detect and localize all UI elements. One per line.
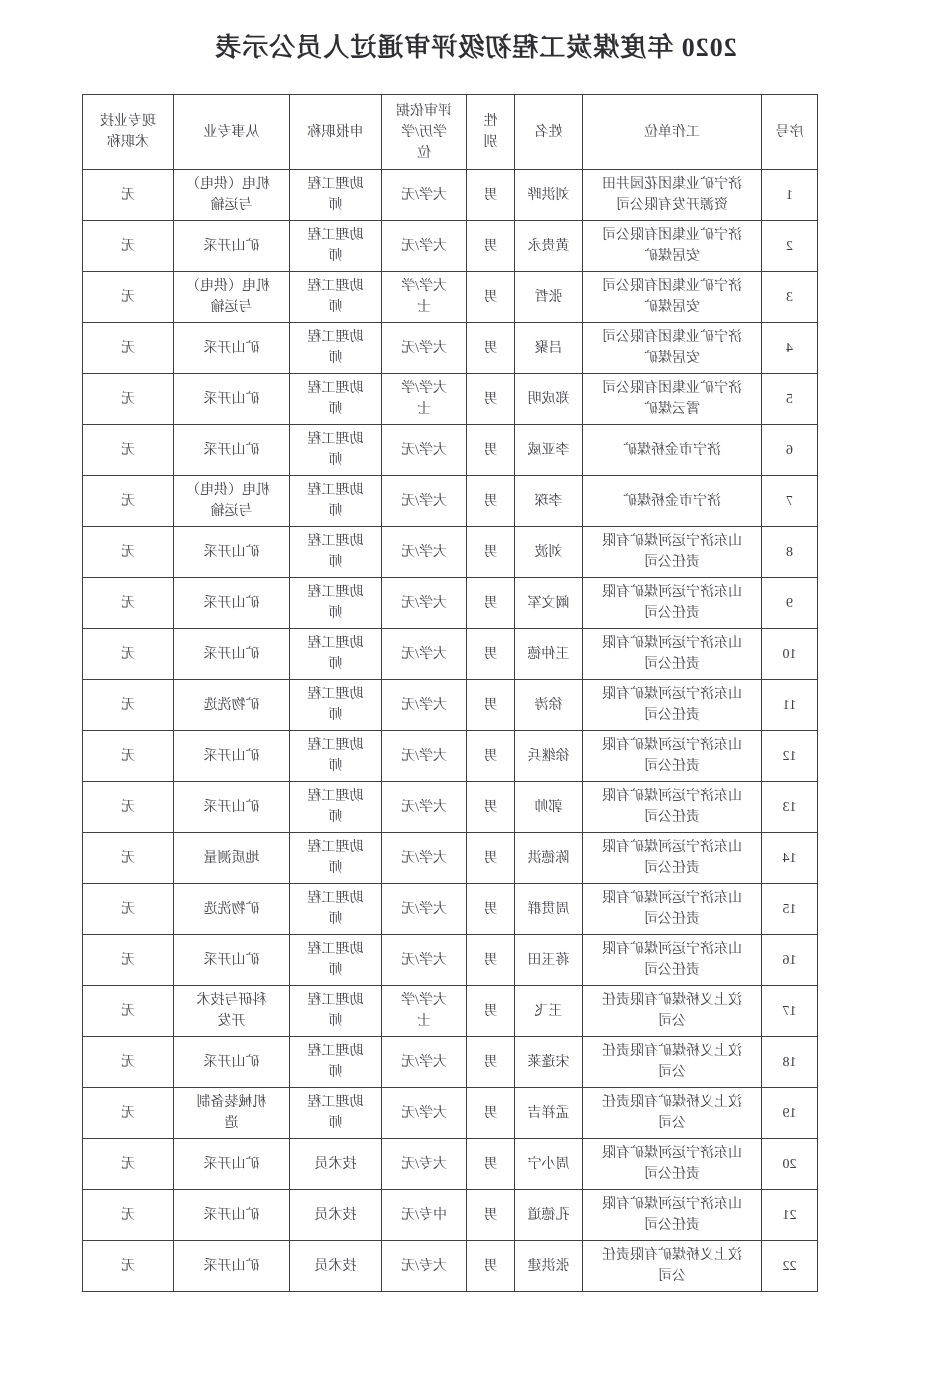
cell-current: 无 [83, 935, 174, 986]
column-header-unit: 工作单位 [583, 95, 762, 170]
cell-name: 黄贵永 [515, 221, 583, 272]
cell-name: 周小宁 [515, 1139, 583, 1190]
cell-gender: 男 [467, 374, 515, 425]
column-header-no: 序号 [762, 95, 818, 170]
cell-no: 21 [762, 1190, 818, 1241]
cell-name: 李亚威 [515, 425, 583, 476]
cell-no: 9 [762, 578, 818, 629]
cell-title: 助理工程师 [290, 1088, 382, 1139]
cell-no: 12 [762, 731, 818, 782]
cell-degree: 大学/无 [382, 884, 467, 935]
cell-degree: 大学/无 [382, 782, 467, 833]
cell-name: 宋蓬莱 [515, 1037, 583, 1088]
table-row [83, 629, 818, 680]
cell-degree: 大专/无 [382, 1241, 467, 1292]
table-row [83, 221, 818, 272]
cell-current: 无 [83, 170, 174, 221]
column-header-gender: 性别 [467, 95, 515, 170]
table-row [83, 527, 818, 578]
cell-gender: 男 [467, 476, 515, 527]
cell-gender: 男 [467, 782, 515, 833]
cell-current: 无 [83, 986, 174, 1037]
page-title: 2020 年度煤炭工程初级评审通过人员公示表 [214, 33, 737, 62]
cell-current: 无 [83, 833, 174, 884]
table-header-row [83, 95, 818, 170]
cell-title: 助理工程师 [290, 272, 382, 323]
cell-current: 无 [83, 1241, 174, 1292]
cell-name: 张洪建 [515, 1241, 583, 1292]
cell-unit: 济宁矿业集团有限公司安居煤矿 [583, 272, 762, 323]
cell-gender: 男 [467, 731, 515, 782]
cell-gender: 男 [467, 578, 515, 629]
cell-current: 无 [83, 272, 174, 323]
table-row [83, 782, 818, 833]
cell-gender: 男 [467, 527, 515, 578]
cell-current: 无 [83, 1088, 174, 1139]
cell-unit: 山东济宁运河煤矿有限责任公司 [583, 833, 762, 884]
document-page [0, 27, 951, 1377]
cell-name: 郭帅 [515, 782, 583, 833]
cell-major: 矿山开采 [174, 731, 290, 782]
cell-major: 矿山开采 [174, 374, 290, 425]
cell-title: 助理工程师 [290, 578, 382, 629]
table-row [83, 1190, 818, 1241]
cell-major: 矿山开采 [174, 1190, 290, 1241]
cell-name: 刘洪晔 [515, 170, 583, 221]
cell-current: 无 [83, 527, 174, 578]
cell-name: 陈德洪 [515, 833, 583, 884]
table-body [83, 170, 818, 1292]
cell-major: 科研与技术开发 [174, 986, 290, 1037]
cell-gender: 男 [467, 884, 515, 935]
cell-current: 无 [83, 782, 174, 833]
cell-unit: 山东济宁运河煤矿有限责任公司 [583, 629, 762, 680]
cell-major: 矿山开采 [174, 782, 290, 833]
cell-degree: 大学/学士 [382, 374, 467, 425]
cell-name: 孔德道 [515, 1190, 583, 1241]
cell-unit: 山东济宁运河煤矿有限责任公司 [583, 935, 762, 986]
cell-unit: 济宁矿业集团花园井田资源开发有限公司 [583, 170, 762, 221]
column-header-degree: 评审依据学历/学位 [382, 95, 467, 170]
cell-unit: 山东济宁运河煤矿有限责任公司 [583, 1139, 762, 1190]
cell-gender: 男 [467, 629, 515, 680]
cell-current: 无 [83, 476, 174, 527]
cell-current: 无 [83, 1037, 174, 1088]
cell-name: 王仲德 [515, 629, 583, 680]
cell-major: 矿山开采 [174, 221, 290, 272]
cell-gender: 男 [467, 1037, 515, 1088]
cell-current: 无 [83, 578, 174, 629]
cell-major: 机械装备制造 [174, 1088, 290, 1139]
cell-major: 矿山开采 [174, 425, 290, 476]
cell-no: 10 [762, 629, 818, 680]
cell-title: 助理工程师 [290, 374, 382, 425]
cell-no: 1 [762, 170, 818, 221]
cell-current: 无 [83, 731, 174, 782]
roster-table [82, 94, 818, 1292]
cell-major: 矿山开采 [174, 1139, 290, 1190]
table-row [83, 425, 818, 476]
cell-no: 15 [762, 884, 818, 935]
cell-name: 郑成明 [515, 374, 583, 425]
table-row [83, 935, 818, 986]
table-row [83, 476, 818, 527]
table-row [83, 1241, 818, 1292]
cell-title: 助理工程师 [290, 221, 382, 272]
cell-no: 18 [762, 1037, 818, 1088]
cell-title: 助理工程师 [290, 884, 382, 935]
cell-unit: 山东济宁运河煤矿有限责任公司 [583, 578, 762, 629]
cell-no: 22 [762, 1241, 818, 1292]
cell-unit: 济宁市金桥煤矿 [583, 476, 762, 527]
cell-no: 16 [762, 935, 818, 986]
cell-unit: 山东济宁运河煤矿有限责任公司 [583, 884, 762, 935]
cell-title: 助理工程师 [290, 935, 382, 986]
cell-degree: 大学/无 [382, 527, 467, 578]
cell-major: 机电（供电）与运输 [174, 476, 290, 527]
cell-major: 矿山开采 [174, 935, 290, 986]
table-row [83, 374, 818, 425]
column-header-title: 申报职称 [290, 95, 382, 170]
cell-major: 矿山开采 [174, 578, 290, 629]
table-row [83, 170, 818, 221]
column-header-current: 现专业技术职称 [83, 95, 174, 170]
cell-degree: 大学/无 [382, 170, 467, 221]
cell-gender: 男 [467, 1190, 515, 1241]
table-row [83, 272, 818, 323]
table-row [83, 680, 818, 731]
cell-no: 19 [762, 1088, 818, 1139]
cell-name: 周贯群 [515, 884, 583, 935]
cell-major: 机电（供电）与运输 [174, 170, 290, 221]
cell-title: 助理工程师 [290, 833, 382, 884]
cell-name: 徐涛 [515, 680, 583, 731]
cell-degree: 大学/无 [382, 1088, 467, 1139]
cell-gender: 男 [467, 1088, 515, 1139]
cell-current: 无 [83, 374, 174, 425]
cell-title: 技术员 [290, 1139, 382, 1190]
cell-title: 助理工程师 [290, 731, 382, 782]
cell-title: 助理工程师 [290, 986, 382, 1037]
cell-name: 蒋玉田 [515, 935, 583, 986]
table-row [83, 731, 818, 782]
cell-no: 17 [762, 986, 818, 1037]
cell-title: 助理工程师 [290, 170, 382, 221]
cell-current: 无 [83, 425, 174, 476]
cell-title: 助理工程师 [290, 782, 382, 833]
cell-degree: 大学/无 [382, 476, 467, 527]
cell-unit: 济宁矿业集团有限公司霄云煤矿 [583, 374, 762, 425]
cell-no: 7 [762, 476, 818, 527]
cell-unit: 济宁矿业集团有限公司安居煤矿 [583, 323, 762, 374]
cell-title: 助理工程师 [290, 476, 382, 527]
cell-major: 矿山开采 [174, 1037, 290, 1088]
cell-no: 14 [762, 833, 818, 884]
cell-degree: 大学/学士 [382, 986, 467, 1037]
cell-gender: 男 [467, 170, 515, 221]
cell-degree: 大学/无 [382, 425, 467, 476]
cell-no: 8 [762, 527, 818, 578]
table-row [83, 323, 818, 374]
cell-name: 李琛 [515, 476, 583, 527]
cell-no: 2 [762, 221, 818, 272]
cell-title: 技术员 [290, 1190, 382, 1241]
cell-name: 徐继兵 [515, 731, 583, 782]
column-header-major: 从事专业 [174, 95, 290, 170]
cell-unit: 济宁市金桥煤矿 [583, 425, 762, 476]
cell-name: 刘波 [515, 527, 583, 578]
cell-unit: 济宁矿业集团有限公司安居煤矿 [583, 221, 762, 272]
cell-unit: 山东济宁运河煤矿有限责任公司 [583, 731, 762, 782]
cell-major: 矿山开采 [174, 1241, 290, 1292]
cell-unit: 汶上义桥煤矿有限责任公司 [583, 1088, 762, 1139]
cell-degree: 大学/无 [382, 221, 467, 272]
cell-title: 助理工程师 [290, 323, 382, 374]
cell-gender: 男 [467, 680, 515, 731]
cell-gender: 男 [467, 323, 515, 374]
cell-major: 矿物洗选 [174, 884, 290, 935]
cell-degree: 大学/无 [382, 935, 467, 986]
table-row [83, 884, 818, 935]
cell-current: 无 [83, 1139, 174, 1190]
cell-major: 矿物洗选 [174, 680, 290, 731]
cell-degree: 大学/学士 [382, 272, 467, 323]
cell-gender: 男 [467, 221, 515, 272]
cell-major: 矿山开采 [174, 629, 290, 680]
mirrored-sheet [0, 27, 951, 1292]
cell-name: 王飞 [515, 986, 583, 1037]
cell-title: 技术员 [290, 1241, 382, 1292]
table-row [83, 1139, 818, 1190]
cell-gender: 男 [467, 1241, 515, 1292]
cell-major: 矿山开采 [174, 323, 290, 374]
cell-no: 13 [762, 782, 818, 833]
cell-degree: 大学/无 [382, 323, 467, 374]
cell-major: 地质测量 [174, 833, 290, 884]
cell-gender: 男 [467, 1139, 515, 1190]
cell-current: 无 [83, 1190, 174, 1241]
cell-no: 3 [762, 272, 818, 323]
cell-name: 吕聚 [515, 323, 583, 374]
cell-current: 无 [83, 221, 174, 272]
column-header-name: 姓名 [515, 95, 583, 170]
cell-name: 孟祥吉 [515, 1088, 583, 1139]
cell-degree: 大学/无 [382, 833, 467, 884]
cell-current: 无 [83, 323, 174, 374]
table-row [83, 1037, 818, 1088]
cell-title: 助理工程师 [290, 1037, 382, 1088]
cell-gender: 男 [467, 425, 515, 476]
cell-gender: 男 [467, 935, 515, 986]
table-row [83, 1088, 818, 1139]
cell-degree: 中专/无 [382, 1190, 467, 1241]
cell-degree: 大学/无 [382, 1037, 467, 1088]
cell-no: 20 [762, 1139, 818, 1190]
cell-current: 无 [83, 680, 174, 731]
table-row [83, 578, 818, 629]
cell-name: 张哲 [515, 272, 583, 323]
cell-unit: 山东济宁运河煤矿有限责任公司 [583, 1190, 762, 1241]
cell-title: 助理工程师 [290, 629, 382, 680]
cell-gender: 男 [467, 833, 515, 884]
table-row [83, 833, 818, 884]
cell-no: 6 [762, 425, 818, 476]
table-row [83, 986, 818, 1037]
cell-unit: 山东济宁运河煤矿有限责任公司 [583, 782, 762, 833]
cell-unit: 山东济宁运河煤矿有限责任公司 [583, 527, 762, 578]
cell-degree: 大专/无 [382, 1139, 467, 1190]
cell-title: 助理工程师 [290, 527, 382, 578]
cell-current: 无 [83, 884, 174, 935]
cell-no: 5 [762, 374, 818, 425]
cell-major: 机电（供电）与运输 [174, 272, 290, 323]
cell-title: 助理工程师 [290, 680, 382, 731]
cell-gender: 男 [467, 272, 515, 323]
cell-current: 无 [83, 629, 174, 680]
cell-no: 4 [762, 323, 818, 374]
cell-degree: 大学/无 [382, 731, 467, 782]
cell-no: 11 [762, 680, 818, 731]
cell-unit: 汶上义桥煤矿有限责任公司 [583, 986, 762, 1037]
cell-major: 矿山开采 [174, 527, 290, 578]
cell-degree: 大学/无 [382, 578, 467, 629]
cell-unit: 汶上义桥煤矿有限责任公司 [583, 1241, 762, 1292]
cell-name: 阚文军 [515, 578, 583, 629]
cell-unit: 汶上义桥煤矿有限责任公司 [583, 1037, 762, 1088]
cell-title: 助理工程师 [290, 425, 382, 476]
cell-gender: 男 [467, 986, 515, 1037]
cell-degree: 大学/无 [382, 680, 467, 731]
cell-degree: 大学/无 [382, 629, 467, 680]
cell-unit: 山东济宁运河煤矿有限责任公司 [583, 680, 762, 731]
